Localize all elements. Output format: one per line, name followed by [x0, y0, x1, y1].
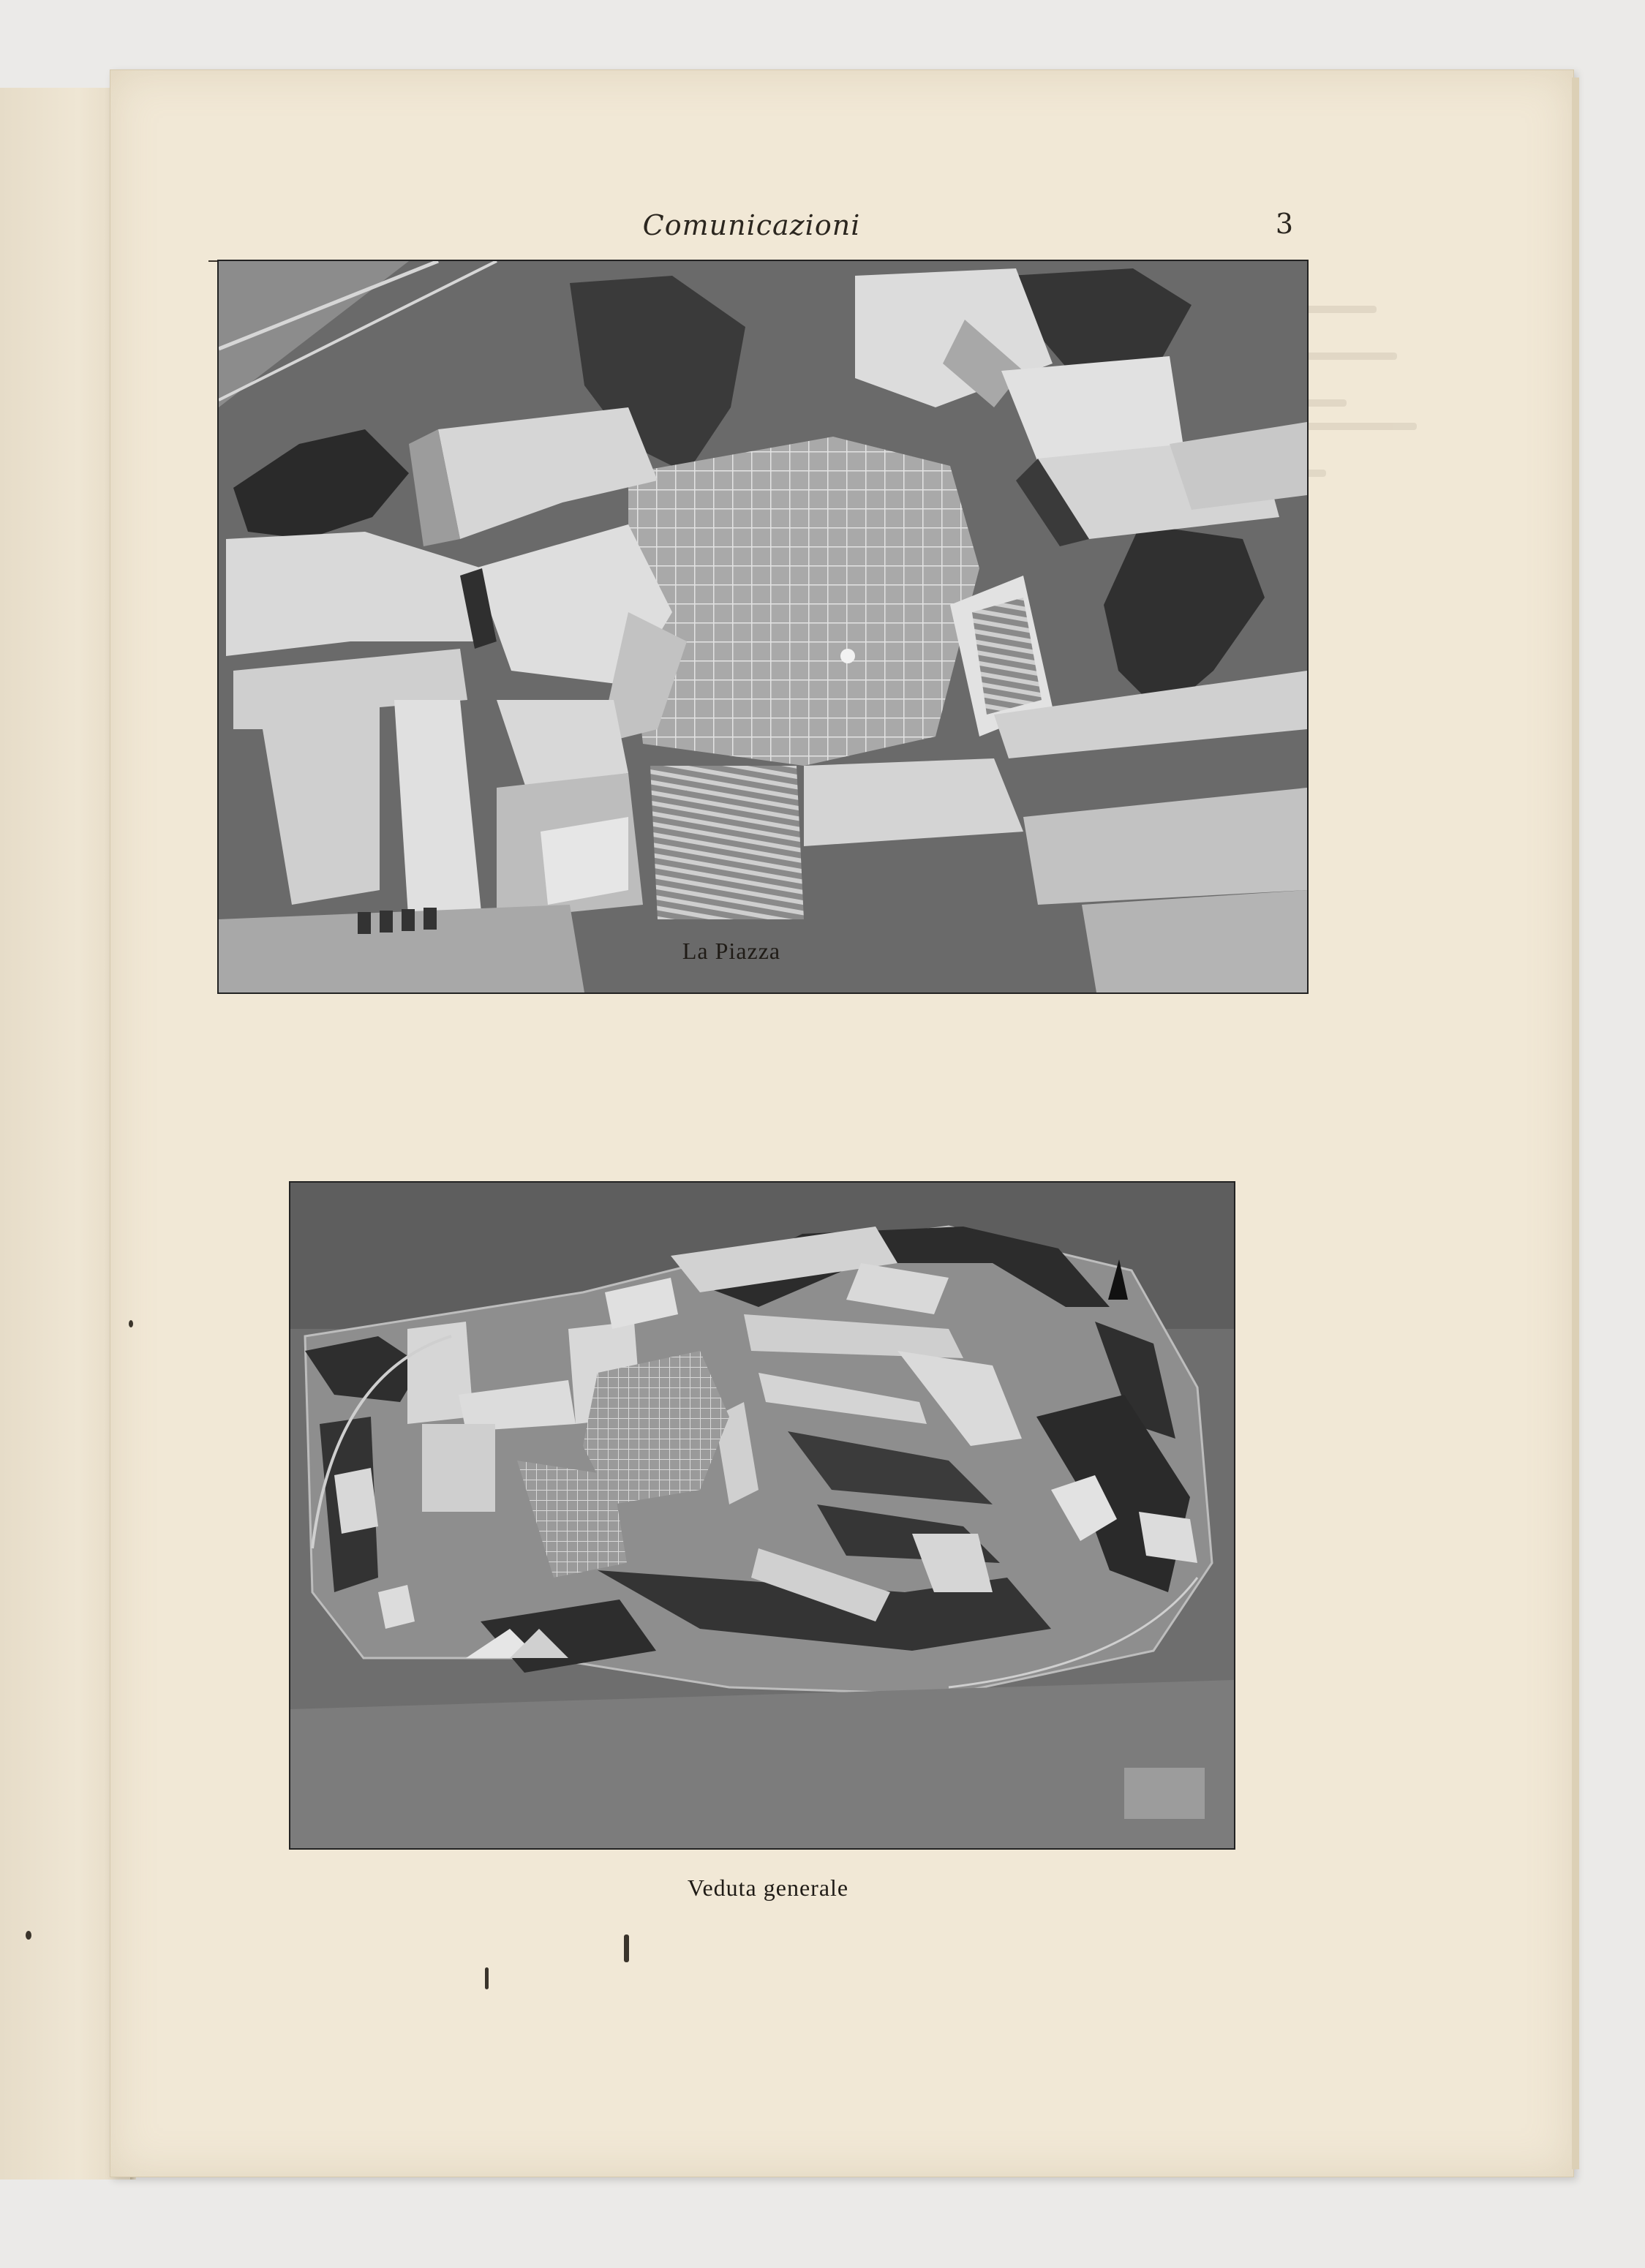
piazza-caption: La Piazza — [682, 938, 781, 964]
ink-speck — [26, 1931, 31, 1940]
running-title: Comunicazioni — [642, 209, 861, 241]
page-number: 3 — [1275, 208, 1293, 240]
page-edge — [1572, 78, 1579, 2169]
running-head — [208, 203, 1295, 262]
ink-speck — [129, 1320, 133, 1327]
overview-caption: Veduta generale — [687, 1875, 849, 1901]
overview-photo — [289, 1181, 1235, 1850]
piazza-photo — [217, 260, 1309, 994]
ink-speck — [624, 1934, 629, 1962]
ink-speck — [485, 1967, 489, 1989]
